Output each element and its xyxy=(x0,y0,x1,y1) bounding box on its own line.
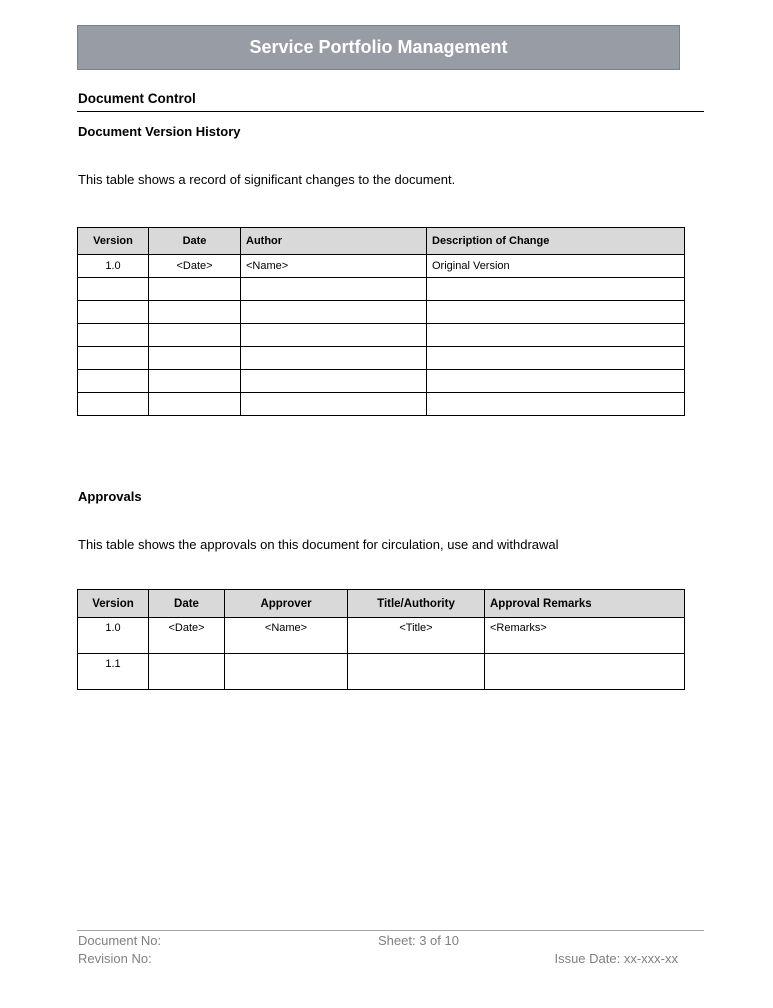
footer-document-no: Document No: xyxy=(78,933,162,948)
column-header-date: Date xyxy=(149,228,241,255)
cell-title-authority xyxy=(348,654,485,690)
footer-revision-no: Revision No: xyxy=(78,951,152,966)
approvals-heading: Approvals xyxy=(78,489,142,504)
approvals-table xyxy=(77,589,685,690)
cell-description xyxy=(427,324,685,347)
cell-title-authority: <Title> xyxy=(348,618,485,654)
table-row xyxy=(78,370,685,393)
column-header-title-authority: Title/Authority xyxy=(348,590,485,618)
cell-author xyxy=(241,301,427,324)
cell-author xyxy=(241,324,427,347)
table-row xyxy=(78,278,685,301)
cell-date xyxy=(149,370,241,393)
column-header-description: Description of Change xyxy=(427,228,685,255)
cell-version xyxy=(78,324,149,347)
cell-date xyxy=(149,347,241,370)
document-control-heading: Document Control xyxy=(78,91,196,106)
cell-author: <Name> xyxy=(241,255,427,278)
column-header-version: Version xyxy=(78,228,149,255)
cell-description: Original Version xyxy=(427,255,685,278)
document-title-banner xyxy=(77,25,680,70)
version-history-description: This table shows a record of significant changes to the document. xyxy=(78,172,456,187)
footer-divider xyxy=(77,930,704,931)
cell-version xyxy=(78,347,149,370)
heading-divider xyxy=(77,111,704,112)
cell-approver xyxy=(225,654,348,690)
footer-issue-date: Issue Date: xx-xxx-xx xyxy=(554,951,678,966)
cell-date xyxy=(149,393,241,416)
cell-version: 1.0 xyxy=(78,618,149,654)
cell-description xyxy=(427,370,685,393)
table-row xyxy=(78,301,685,324)
table-row xyxy=(78,654,685,690)
column-header-approval-remarks: Approval Remarks xyxy=(485,590,685,618)
cell-approver: <Name> xyxy=(225,618,348,654)
cell-date: <Date> xyxy=(149,255,241,278)
cell-author xyxy=(241,370,427,393)
column-header-author: Author xyxy=(241,228,427,255)
cell-version: 1.1 xyxy=(78,654,149,690)
table-header-row xyxy=(78,590,685,618)
table-row xyxy=(78,347,685,370)
cell-author xyxy=(241,393,427,416)
cell-version xyxy=(78,278,149,301)
cell-author xyxy=(241,347,427,370)
cell-version xyxy=(78,301,149,324)
footer-sheet: Sheet: 3 of 10 xyxy=(378,933,459,948)
cell-date xyxy=(149,654,225,690)
cell-author xyxy=(241,278,427,301)
column-header-version: Version xyxy=(78,590,149,618)
cell-description xyxy=(427,393,685,416)
cell-date: <Date> xyxy=(149,618,225,654)
cell-description xyxy=(427,278,685,301)
cell-description xyxy=(427,301,685,324)
cell-version: 1.0 xyxy=(78,255,149,278)
table-row xyxy=(78,255,685,278)
approvals-description: This table shows the approvals on this document for circulation, use and withdrawal xyxy=(78,537,559,552)
version-history-heading: Document Version History xyxy=(78,124,241,139)
cell-version xyxy=(78,393,149,416)
cell-date xyxy=(149,324,241,347)
cell-version xyxy=(78,370,149,393)
cell-approval-remarks: <Remarks> xyxy=(485,618,685,654)
version-history-table xyxy=(77,227,685,416)
table-header-row xyxy=(78,228,685,255)
cell-description xyxy=(427,347,685,370)
column-header-approver: Approver xyxy=(225,590,348,618)
column-header-date: Date xyxy=(149,590,225,618)
table-row xyxy=(78,393,685,416)
cell-approval-remarks xyxy=(485,654,685,690)
table-row xyxy=(78,618,685,654)
table-row xyxy=(78,324,685,347)
document-title: Service Portfolio Management xyxy=(249,37,508,57)
cell-date xyxy=(149,278,241,301)
cell-date xyxy=(149,301,241,324)
